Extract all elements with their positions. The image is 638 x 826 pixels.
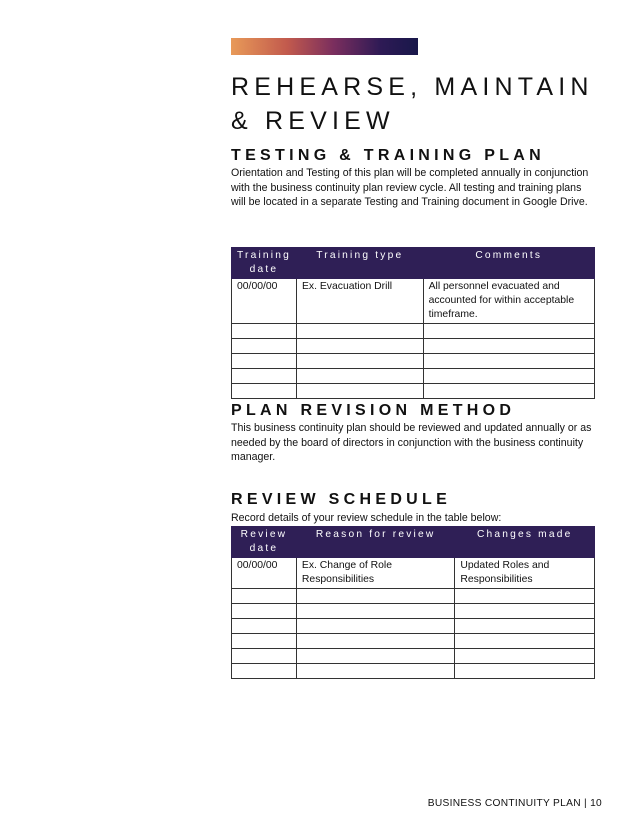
table-row	[232, 558, 595, 589]
page-title-line1: REHEARSE, MAINTAIN	[231, 73, 594, 101]
col-header-comments: Comments	[423, 248, 594, 279]
table-cell[interactable]	[232, 589, 297, 604]
table-row	[232, 604, 595, 619]
table-cell[interactable]	[296, 604, 454, 619]
table-cell[interactable]	[296, 664, 454, 679]
table-header-row	[232, 248, 595, 279]
col-header-training-date: Training date	[232, 248, 297, 279]
testing-paragraph: Orientation and Testing of this plan will be completed annually in conjunction with the business continuity plan review cycle. All testing and training plans will be located in a separate Testing and Training document in Google Drive.	[231, 167, 589, 208]
table-cell[interactable]	[423, 369, 594, 384]
page-title-line2: & REVIEW	[231, 107, 395, 135]
table-cell[interactable]	[296, 619, 454, 634]
col-header-review-date: Review date	[232, 527, 297, 558]
table-cell[interactable]	[455, 649, 595, 664]
table-cell[interactable]	[232, 604, 297, 619]
table-cell[interactable]	[296, 634, 454, 649]
table-cell[interactable]: 00/00/00	[232, 558, 297, 589]
col-header-training-type: Training type	[296, 248, 423, 279]
table-cell[interactable]	[232, 634, 297, 649]
table-cell[interactable]	[232, 354, 297, 369]
table-cell[interactable]	[232, 339, 297, 354]
col-header-changes: Changes made	[455, 527, 595, 558]
table-cell[interactable]	[296, 324, 423, 339]
table-row	[232, 634, 595, 649]
table-row	[232, 279, 595, 324]
table-row	[232, 369, 595, 384]
table-cell[interactable]	[296, 589, 454, 604]
table-cell[interactable]	[232, 324, 297, 339]
table-cell[interactable]	[232, 664, 297, 679]
table-cell[interactable]	[232, 619, 297, 634]
revision-heading: PLAN REVISION METHOD	[231, 402, 516, 419]
table-cell[interactable]: All personnel evacuated and accounted for within acceptable timeframe.	[423, 279, 594, 324]
table-cell[interactable]	[232, 369, 297, 384]
table-cell[interactable]: 00/00/00	[232, 279, 297, 324]
training-table	[231, 247, 595, 399]
testing-heading: TESTING & TRAINING PLAN	[231, 147, 546, 164]
table-cell[interactable]	[423, 339, 594, 354]
table-cell[interactable]	[232, 649, 297, 664]
table-cell[interactable]	[455, 604, 595, 619]
table-cell[interactable]	[455, 664, 595, 679]
table-header-row	[232, 527, 595, 558]
table-cell[interactable]	[455, 619, 595, 634]
table-cell[interactable]	[455, 634, 595, 649]
table-row	[232, 649, 595, 664]
table-cell[interactable]: Updated Roles and Responsibilities	[455, 558, 595, 589]
review-table	[231, 526, 595, 679]
table-cell[interactable]	[232, 384, 297, 399]
table-cell[interactable]	[296, 384, 423, 399]
page-footer: BUSINESS CONTINUITY PLAN | 10	[427, 798, 602, 809]
page-title	[231, 70, 611, 138]
table-cell[interactable]	[296, 369, 423, 384]
table-row	[232, 324, 595, 339]
table-cell[interactable]: Ex. Evacuation Drill	[296, 279, 423, 324]
table-row	[232, 339, 595, 354]
table-row	[232, 619, 595, 634]
review-heading: REVIEW SCHEDULE	[231, 491, 452, 508]
revision-paragraph: This business continuity plan should be reviewed and updated annually or as needed by the board of directors in conjunction with the business continuity manager.	[231, 422, 592, 463]
table-cell[interactable]	[455, 589, 595, 604]
table-row	[232, 589, 595, 604]
table-cell[interactable]	[423, 354, 594, 369]
table-cell[interactable]	[423, 384, 594, 399]
review-intro: Record details of your review schedule in the table below:	[231, 512, 502, 524]
table-row	[232, 664, 595, 679]
col-header-reason: Reason for review	[296, 527, 454, 558]
table-row	[232, 384, 595, 399]
table-cell[interactable]	[296, 649, 454, 664]
table-row	[232, 354, 595, 369]
table-cell[interactable]	[423, 324, 594, 339]
table-cell[interactable]	[296, 354, 423, 369]
table-cell[interactable]	[296, 339, 423, 354]
table-cell[interactable]: Ex. Change of Role Responsibilities	[296, 558, 454, 589]
header-gradient-bar	[231, 38, 418, 55]
